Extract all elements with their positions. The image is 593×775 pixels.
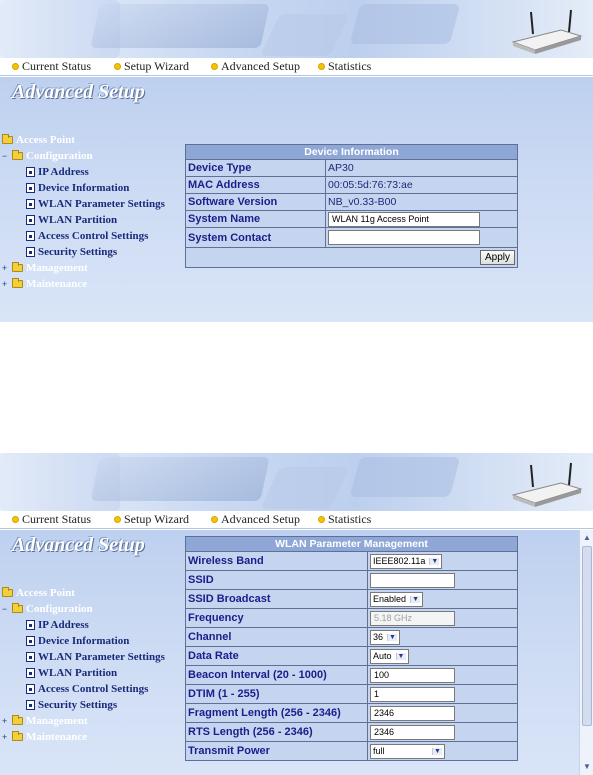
tree-label[interactable]: Configuration	[26, 150, 93, 162]
table-row	[186, 685, 518, 704]
screenshot-device-information	[0, 0, 593, 322]
row-label: Beacon Interval (20 - 1000)	[186, 666, 368, 685]
tree-item-device-information[interactable]	[26, 635, 129, 647]
tree-label[interactable]: Management	[26, 715, 88, 727]
row-label: RTS Length (256 - 2346)	[186, 723, 368, 742]
tree-label[interactable]: Security Settings	[38, 699, 118, 711]
bullet-icon	[114, 63, 121, 70]
page-icon	[26, 620, 35, 630]
page-icon	[26, 215, 35, 225]
tree-label[interactable]: Device Information	[38, 182, 130, 194]
folder-icon	[12, 264, 23, 272]
bullet-icon	[211, 63, 218, 70]
dtim-input[interactable]: 1	[370, 687, 455, 702]
row-value: AP30	[326, 160, 518, 177]
nav-label[interactable]: Statistics	[328, 59, 372, 73]
tree-label[interactable]: Maintenance	[26, 731, 88, 743]
page-icon	[26, 636, 35, 646]
folder-icon	[12, 152, 23, 160]
transmit-power-select[interactable]	[370, 744, 445, 759]
table-row	[186, 647, 518, 666]
page-icon	[26, 247, 35, 257]
scroll-up-icon[interactable]: ▲	[583, 533, 591, 542]
folder-icon	[12, 280, 23, 288]
table-header: Device Information	[186, 145, 518, 160]
tree-item-device-information[interactable]	[26, 182, 129, 194]
expand-icon[interactable]: +	[2, 263, 8, 273]
screenshot-wlan-parameters	[0, 453, 593, 775]
table-row	[186, 248, 518, 268]
table-row	[186, 177, 518, 194]
chevron-down-icon[interactable]: ▼	[387, 634, 397, 641]
table-row	[186, 628, 518, 647]
tree-item-wlan-partition[interactable]	[26, 214, 117, 226]
header-banner	[0, 453, 593, 511]
select-value: IEEE802.11a	[373, 556, 426, 566]
router-image	[511, 8, 583, 56]
table-row	[186, 590, 518, 609]
nav-label[interactable]: Advanced Setup	[221, 59, 300, 73]
row-label: Software Version	[186, 194, 326, 211]
page-icon	[26, 668, 35, 678]
expand-icon[interactable]: +	[2, 716, 8, 726]
wlan-parameter-table	[185, 536, 518, 761]
row-label: SSID	[186, 571, 368, 590]
table-row	[186, 160, 518, 177]
tree-label[interactable]: Security Settings	[38, 246, 118, 258]
nav-current-status[interactable]	[12, 59, 91, 74]
page-icon	[26, 199, 35, 209]
tree-item-wlan-parameter-settings[interactable]	[26, 198, 165, 210]
tree-label[interactable]: Management	[26, 262, 88, 274]
folder-icon	[12, 605, 23, 613]
tree-item-maintenance[interactable]	[2, 278, 87, 290]
select-value: full	[373, 746, 385, 756]
content-area	[0, 530, 579, 775]
row-label: Data Rate	[186, 647, 368, 666]
tree-item-security-settings[interactable]	[26, 246, 117, 258]
beacon-interval-input[interactable]: 100	[370, 668, 455, 683]
tree-label[interactable]: IP Address	[38, 166, 89, 178]
nav-current-status[interactable]	[12, 512, 91, 527]
ssid-broadcast-select[interactable]	[370, 592, 423, 607]
expand-icon[interactable]: −	[2, 604, 8, 614]
page-icon	[26, 167, 35, 177]
nav-label[interactable]: Statistics	[328, 512, 372, 526]
top-nav	[0, 58, 593, 76]
row-value: NB_v0.33-B00	[326, 194, 518, 211]
tree-item-access-control-settings[interactable]	[26, 683, 148, 695]
select-value: Enabled	[373, 594, 407, 604]
apply-button[interactable]: Apply	[480, 250, 515, 265]
row-label: MAC Address	[186, 177, 326, 194]
table-row	[186, 609, 518, 628]
nav-advanced-setup[interactable]	[211, 59, 300, 74]
row-label: Device Type	[186, 160, 326, 177]
tree-label[interactable]: IP Address	[38, 619, 89, 631]
nav-statistics[interactable]	[318, 512, 371, 527]
tree-item-configuration[interactable]	[2, 603, 93, 615]
row-label: Wireless Band	[186, 552, 368, 571]
tree-label[interactable]: Access Point	[16, 134, 75, 146]
chevron-down-icon[interactable]: ▼	[396, 653, 406, 660]
nav-label[interactable]: Setup Wizard	[124, 512, 189, 526]
nav-setup-wizard[interactable]	[114, 512, 189, 527]
folder-icon	[2, 136, 13, 144]
frequency-input: 5.18 GHz	[370, 611, 455, 626]
select-value: Auto	[373, 651, 392, 661]
row-label: DTIM (1 - 255)	[186, 685, 368, 704]
scroll-down-icon[interactable]: ▼	[583, 762, 591, 771]
table-row	[186, 704, 518, 723]
page-icon	[26, 231, 35, 241]
table-row	[186, 666, 518, 685]
folder-icon	[2, 589, 13, 597]
page-icon	[26, 684, 35, 694]
system-name-input[interactable]: WLAN 11g Access Point	[328, 212, 480, 227]
top-nav	[0, 511, 593, 529]
row-label: SSID Broadcast	[186, 590, 368, 609]
data-rate-select[interactable]	[370, 649, 409, 664]
tree-label[interactable]: WLAN Parameter Settings	[38, 651, 165, 663]
bullet-icon	[12, 516, 19, 523]
tree-item-management[interactable]	[2, 262, 88, 274]
channel-select[interactable]	[370, 630, 400, 645]
tree-item-access-point[interactable]	[2, 587, 75, 599]
table-row	[186, 552, 518, 571]
nav-label[interactable]: Current Status	[22, 59, 91, 73]
table-row	[186, 211, 518, 228]
bullet-icon	[12, 63, 19, 70]
row-label: Transmit Power	[186, 742, 368, 761]
row-label: System Contact	[186, 228, 326, 248]
page-title: Advanced Setup	[12, 534, 145, 556]
nav-statistics[interactable]	[318, 59, 371, 74]
fragment-length-input[interactable]: 2346	[370, 706, 455, 721]
row-label: Fragment Length (256 - 2346)	[186, 704, 368, 723]
tree-label[interactable]: WLAN Partition	[38, 667, 118, 679]
tree-label[interactable]: Device Information	[38, 635, 130, 647]
nav-label[interactable]: Advanced Setup	[221, 512, 300, 526]
table-row	[186, 571, 518, 590]
nav-label[interactable]: Current Status	[22, 512, 91, 526]
row-label: Channel	[186, 628, 368, 647]
page-icon	[26, 183, 35, 193]
table-row	[186, 723, 518, 742]
tree-item-access-control-settings[interactable]	[26, 230, 148, 242]
bullet-icon	[211, 516, 218, 523]
tree-label[interactable]: Access Point	[16, 587, 75, 599]
row-label: Frequency	[186, 609, 368, 628]
router-image	[511, 461, 583, 509]
bullet-icon	[114, 516, 121, 523]
expand-icon[interactable]: +	[2, 279, 8, 289]
tree-item-configuration[interactable]	[2, 150, 93, 162]
header-banner	[0, 0, 593, 58]
tree-item-wlan-parameter-settings[interactable]	[26, 651, 165, 663]
vertical-scrollbar[interactable]	[579, 530, 593, 775]
tree-label[interactable]: Access Control Settings	[38, 230, 149, 242]
tree-item-security-settings[interactable]	[26, 699, 117, 711]
nav-label[interactable]: Setup Wizard	[124, 59, 189, 73]
expand-icon[interactable]: −	[2, 151, 8, 161]
chevron-down-icon[interactable]: ▼	[429, 558, 439, 565]
folder-icon	[12, 717, 23, 725]
ssid-input[interactable]	[370, 573, 455, 588]
expand-icon[interactable]: +	[2, 732, 8, 742]
tree-label[interactable]: Configuration	[26, 603, 93, 615]
bullet-icon	[318, 63, 325, 70]
folder-icon	[12, 733, 23, 741]
table-row	[186, 228, 518, 248]
content-area	[0, 77, 593, 322]
scroll-thumb[interactable]	[582, 546, 592, 726]
tree-label[interactable]: WLAN Partition	[38, 214, 118, 226]
wireless-band-select[interactable]	[370, 554, 442, 569]
nav-setup-wizard[interactable]	[114, 59, 189, 74]
select-value: 36	[373, 632, 384, 642]
table-row	[186, 742, 518, 761]
chevron-down-icon[interactable]: ▼	[410, 596, 420, 603]
tree-label[interactable]: Maintenance	[26, 278, 88, 290]
tree-item-management[interactable]	[2, 715, 88, 727]
tree-label[interactable]: Access Control Settings	[38, 683, 149, 695]
nav-advanced-setup[interactable]	[211, 512, 300, 527]
bullet-icon	[318, 516, 325, 523]
row-label: System Name	[186, 211, 326, 228]
system-contact-input[interactable]	[328, 230, 480, 245]
table-row	[186, 194, 518, 211]
page-title: Advanced Setup	[12, 81, 145, 103]
row-value: 00:05:5d:76:73:ae	[326, 177, 518, 194]
chevron-down-icon[interactable]: ▼	[432, 748, 442, 755]
tree-item-access-point[interactable]	[2, 134, 75, 146]
device-information-table	[185, 144, 518, 268]
tree-label[interactable]: WLAN Parameter Settings	[38, 198, 165, 210]
tree-item-ip-address[interactable]	[26, 166, 89, 178]
page-icon	[26, 652, 35, 662]
tree-item-ip-address[interactable]	[26, 619, 89, 631]
table-header: WLAN Parameter Management	[186, 537, 518, 552]
tree-item-wlan-partition[interactable]	[26, 667, 117, 679]
rts-length-input[interactable]: 2346	[370, 725, 455, 740]
tree-item-maintenance[interactable]	[2, 731, 87, 743]
page-icon	[26, 700, 35, 710]
